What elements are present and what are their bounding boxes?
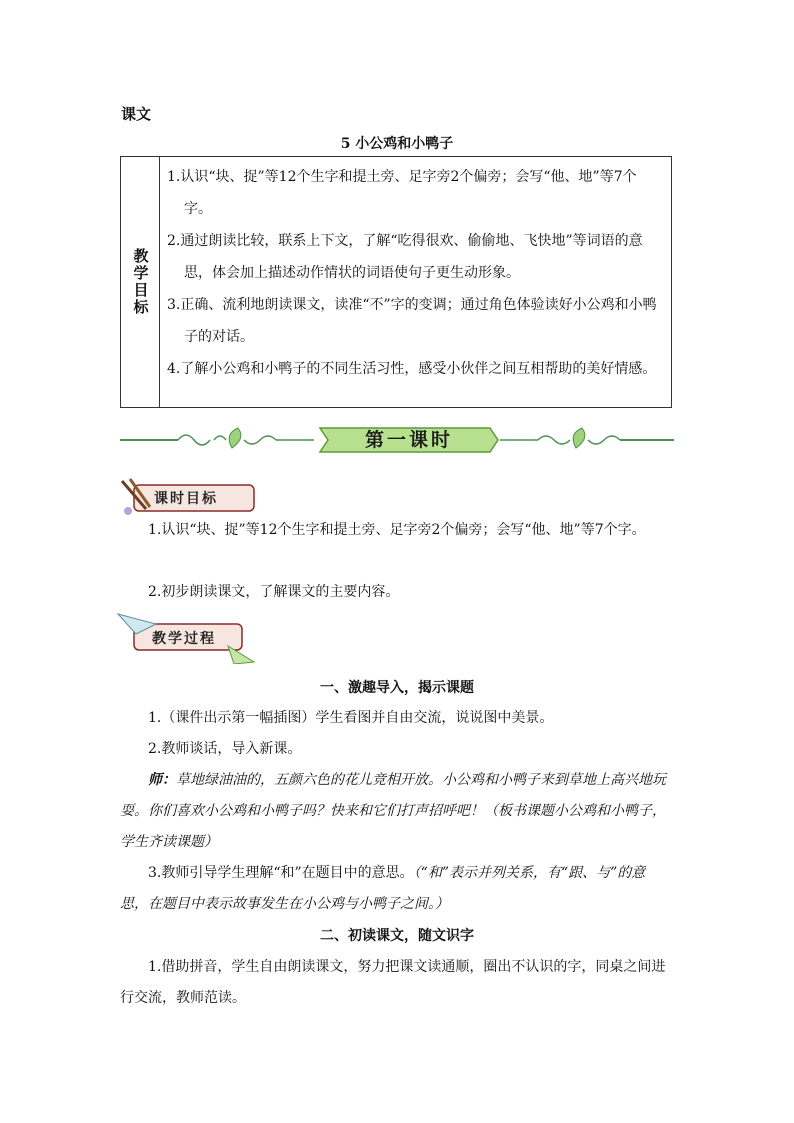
lesson-period-title: 第一课时 — [364, 429, 453, 451]
period-goals-badge-text: 课时目标 — [154, 491, 218, 507]
teaching-process-badge-text: 教学过程 — [152, 631, 216, 647]
teaching-goals-table — [120, 156, 672, 408]
period-goal-2: 2.初步朗读课文，了解课文的主要内容。 — [148, 584, 400, 600]
section-heading-2: 二、初读课文，随文识字 — [320, 928, 474, 944]
lesson-period-banner — [118, 424, 676, 456]
leaf-icon — [229, 428, 241, 448]
section-heading-1: 一、激趣导入，揭示课题 — [320, 680, 474, 696]
leaf-icon — [573, 428, 585, 448]
goal-item: 4.了解小公鸡和小鸭子的不同生活习性，感受小伙伴之间互相帮助的美好情感。 — [167, 361, 657, 377]
teacher-speech: 草地绿油油的，五颜六色的花儿竞相开放。小公鸡和小鸭子来到草地上高兴地玩耍。你们喜欢小公鸡和小鸭子吗？快来和它们打声招呼吧！（板书课题小公鸡和小鸭子，学生齐读课题） — [120, 772, 666, 850]
teacher-speech-paragraph — [120, 765, 672, 858]
period-goals-badge — [116, 477, 258, 517]
goal-item: 3.正确、流利地朗读课文，读准“不”字的变调；通过角色体验读好小公鸡和小鸭子的对话。 — [167, 297, 657, 345]
teacher-label: 师： — [148, 772, 176, 788]
swirl-icon — [178, 435, 210, 445]
teaching-process-badge — [116, 612, 258, 652]
step-3-note: （“和”表示并列关系，有“跟、与”的意思，在题目中表示故事发生在小公鸡与小鸭子之间。） — [120, 865, 646, 912]
section2-step-1: 1.借助拼音，学生自由朗读课文，努力把课文读通顺，圈出不认识的字，同桌之间进行交流，教师范读。 — [120, 959, 666, 1006]
goal-item: 1.认识“块、捉”等12个生字和提土旁、足字旁2个偏旁；会写“他、地”等7个字。 — [167, 169, 637, 217]
step-3 — [120, 858, 672, 920]
goals-table-header-cell — [121, 157, 160, 407]
section-label: 课文 — [121, 105, 152, 123]
goals-table-header: 教学目标 — [131, 248, 150, 316]
lesson-title: 5 小公鸡和小鸭子 — [340, 136, 454, 152]
goal-item: 2.通过朗读比较，联系上下文，了解“吃得很欢、偷偷地、飞快地”等词语的意思，体会加上描述动作情状的词语使句子更生动形象。 — [167, 233, 643, 281]
step-2: 2.教师谈话，导入新课。 — [148, 741, 302, 757]
goals-list — [159, 157, 671, 385]
step-3-main: 3.教师引导学生理解“和”在题目中的意思。 — [148, 865, 414, 881]
step-1: 1.（课件出示第一幅插图）学生看图并自由交流，说说图中美景。 — [148, 710, 554, 726]
period-goal-1: 1.认识“块、捉”等12个生字和提土旁、足字旁2个偏旁；会写“他、地”等7个字。 — [148, 522, 646, 538]
